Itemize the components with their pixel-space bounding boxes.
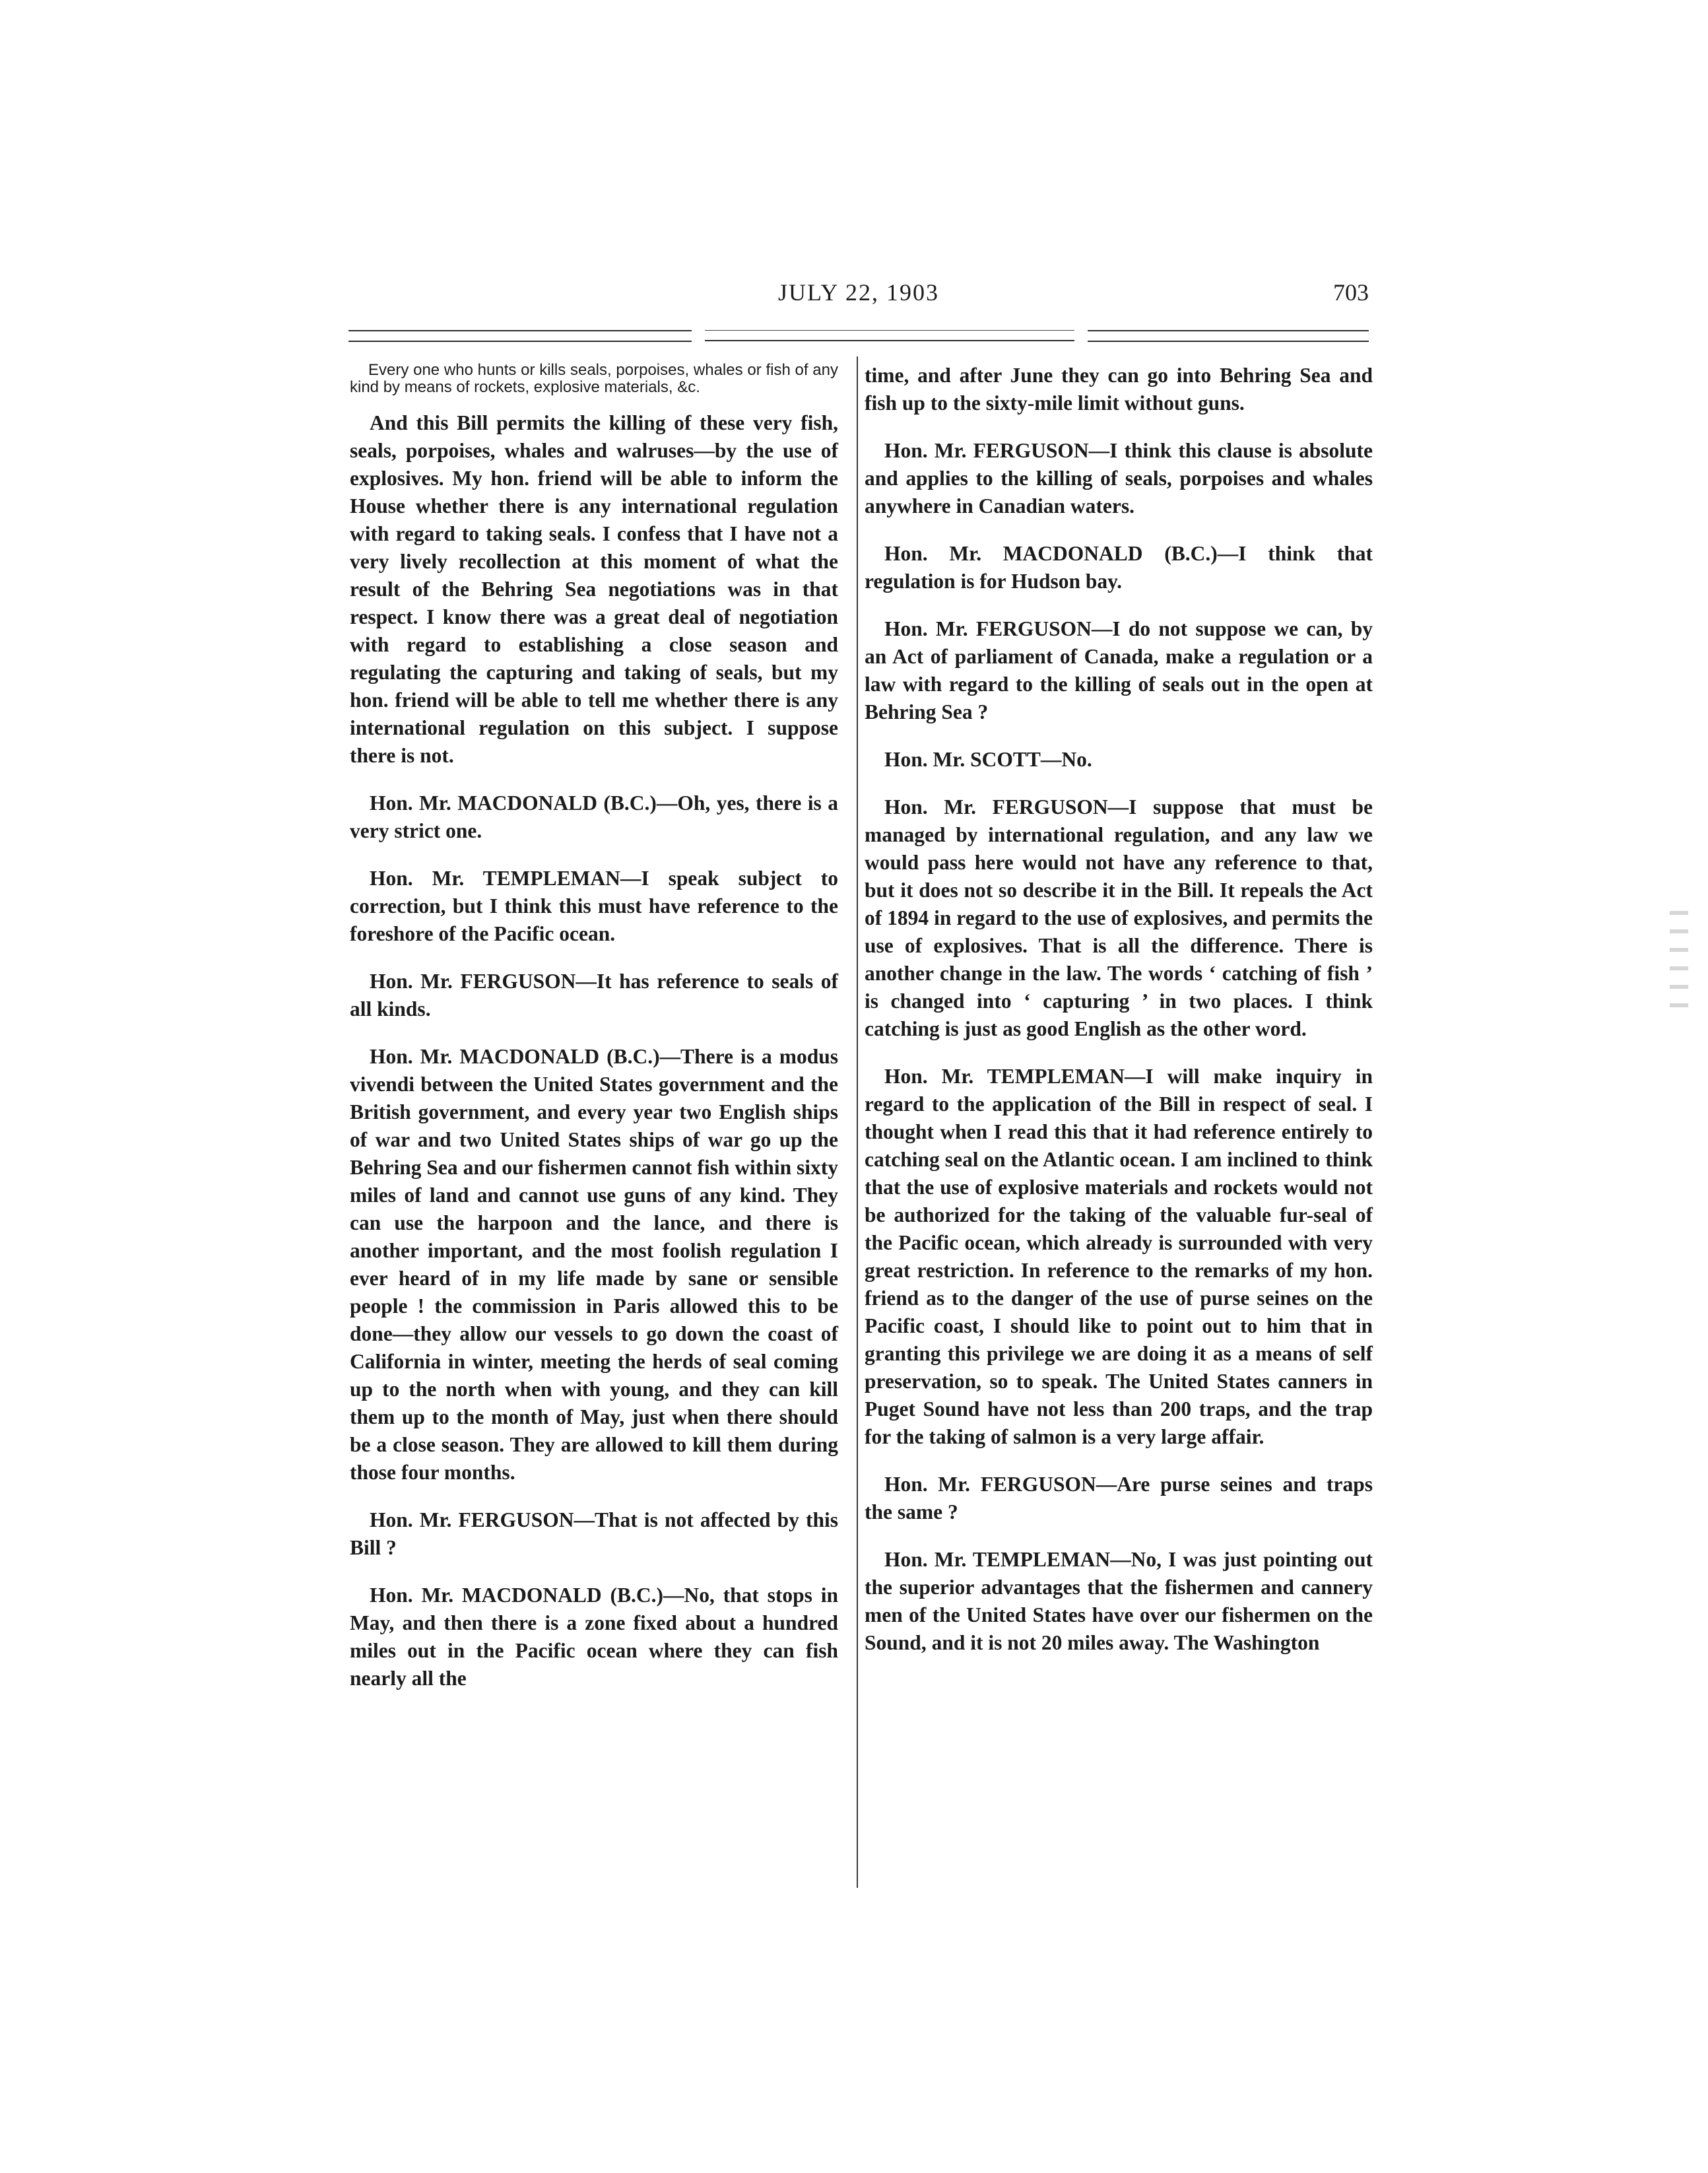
paragraph: Hon. Mr. MACDONALD (B.C.)—Oh, yes, there is a very strict one. — [350, 791, 838, 842]
quoted-clause: Every one who hunts or kills seals, porpoises, whales or fish of any kind by means of rockets, explosive materials, &c. — [350, 361, 838, 396]
rule-segment — [1088, 330, 1369, 342]
paragraph: Hon. Mr. SCOTT—No. — [884, 748, 1092, 771]
scan-bleed-marks — [1670, 911, 1696, 1076]
page-number: 703 — [1333, 279, 1369, 306]
header-rules — [348, 330, 1369, 350]
page-header — [348, 276, 1369, 316]
column-divider — [857, 356, 858, 1888]
paragraph: Hon. Mr. FERGUSON—I do not suppose we can, by an Act of parliament of Canada, make a regulation or a law with regard to the killing of seals out in the open at Behring Sea ? — [865, 617, 1373, 723]
rule-segment — [705, 330, 1074, 341]
paragraph: And this Bill permits the killing of these very fish, seals, porpoises, whales and walruses—by the use of explosives. My hon. friend will be able to inform the House whether there is any international regulation with regard to taking seals. I confess that I have not a very lively recollection at this moment of what the result of the Behring Sea negotiations was in that respect. I know there was a great deal of negotiation with regard to establishing a close season and regulating the capturing and taking of seals, but my hon. friend will be able to tell me whether there is any international regulation on this subject. I suppose there is not. — [350, 411, 838, 767]
paragraph: Hon. Mr. FERGUSON—That is not affected by this Bill ? — [350, 1508, 838, 1559]
paragraph-continuation: time, and after June they can go into Behring Sea and fish up to the sixty-mile limit without guns. — [865, 364, 1373, 415]
paragraph: Hon. Mr. TEMPLEMAN—I will make inquiry in regard to the application of the Bill in respect of seal. I thought when I read this that it had reference entirely to catching seal on the Atlantic ocean. I am inclined to think that the use of explosive materials and rockets would not be authorized for the taking of the valuable fur-seal of the Pacific ocean, which already is surrounded with very great restriction. In reference to the remarks of my hon. friend as to the danger of the use of purse seines on the Pacific coast, I should like to point out to him that in granting this privilege we are doing it as a means of self preservation, so to speak. The United States canners in Puget Sound have not less than 200 traps, and the trap for the taking of salmon is a very large affair. — [865, 1065, 1373, 1448]
paragraph: Hon. Mr. MACDONALD (B.C.)—No, that stops in May, and then there is a zone fixed about a hundred miles out in the Pacific ocean where they can fish nearly all the — [350, 1584, 838, 1690]
paragraph: Hon. Mr. MACDONALD (B.C.)—I think that regulation is for Hudson bay. — [865, 542, 1373, 593]
page-date: JULY 22, 1903 — [777, 279, 940, 306]
paragraph: Hon. Mr. FERGUSON—It has reference to seals of all kinds. — [350, 970, 838, 1020]
paragraph: Hon. Mr. TEMPLEMAN—No, I was just pointing out the superior advantages that the fishermen and cannery men of the United States have over our fishermen on the Sound, and it is not 20 miles away. The Washington — [865, 1548, 1373, 1654]
paragraph: Hon. Mr. TEMPLEMAN—I speak subject to correction, but I think this must have reference to the foreshore of the Pacific ocean. — [350, 867, 838, 945]
paragraph: Hon. Mr. MACDONALD (B.C.)—There is a modus vivendi between the United States government and the British government, and every year two English ships of war and two United States ships of war go up the Behring Sea and our fishermen cannot fish within sixty miles of land and cannot use guns of any kind. They can use the harpoon and the lance, and there is another important, and the most foolish regulation I ever heard of in my life made by sane or sensible people ! the commission in Paris allowed this to be done—they allow our vessels to go down the coast of California in winter, meeting the herds of seal coming up to the north when with young, and they can kill them up to the month of May, just when there should be a close season. They are allowed to kill them during those four months. — [350, 1045, 838, 1484]
rule-segment — [348, 330, 692, 342]
paragraph: Hon. Mr. FERGUSON—I think this clause is absolute and applies to the killing of seals, porpoises and whales anywhere in Canadian waters. — [865, 439, 1373, 518]
paragraph: Hon. Mr. FERGUSON—Are purse seines and traps the same ? — [865, 1473, 1373, 1523]
paragraph: Hon. Mr. FERGUSON—I suppose that must be managed by international regulation, and any law we would pass here would not have any reference to that, but it does not so describe it in the Bill. It repeals the Act of 1894 in regard to the use of explosives, and permits the use of explosives. That is all the difference. There is another change in the law. The words ‘ catching of fish ’ is changed into ‘ capturing ’ in two places. I think catching is just as good English as the other word. — [865, 795, 1373, 1040]
left-column — [350, 362, 838, 1712]
right-column — [865, 362, 1373, 1677]
